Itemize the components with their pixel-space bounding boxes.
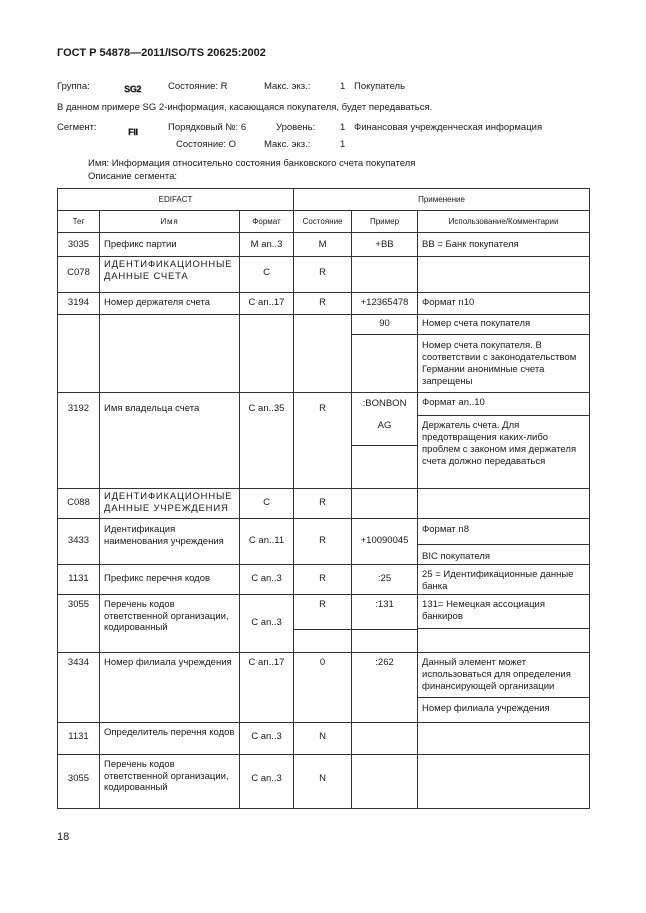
table-row <box>58 723 590 755</box>
cell-status: M <box>294 233 352 257</box>
cell-status: R <box>294 489 352 519</box>
comment-line-1: Данный элемент может использоваться для определения финансирующей организации <box>422 657 571 692</box>
cell-tag: 3055 <box>58 755 100 809</box>
segment-max-value: 1 <box>340 139 346 150</box>
cell-status: R <box>294 393 352 489</box>
col-header-example: Пример <box>352 211 418 233</box>
cell-divider <box>294 629 351 630</box>
cell-name: ИДЕНТИФИКАЦИОННЫЕ ДАННЫЕ СЧЕТА <box>100 257 240 293</box>
cell-tag: 3434 <box>58 653 100 723</box>
group-status: Состояние: R <box>168 81 228 92</box>
segment-table <box>57 188 590 809</box>
cell-format: C an..3 <box>240 723 294 755</box>
table-row <box>58 565 590 595</box>
cell-format: C an..17 <box>240 653 294 723</box>
segment-code: FII <box>128 127 138 137</box>
cell-example: :25 <box>352 565 418 595</box>
group-label: Группа: <box>57 81 90 92</box>
col-header-tag: Тег <box>58 211 100 233</box>
cell-example: +10090045 <box>352 519 418 565</box>
cell-format: C an..3 <box>240 755 294 809</box>
cell-format: C <box>240 489 294 519</box>
cell-status: 0 <box>294 653 352 723</box>
segment-max-label: Макс. экз.: <box>264 139 311 150</box>
cell-example <box>352 595 418 653</box>
cell-status: R <box>294 257 352 293</box>
cell-comment <box>418 489 590 519</box>
cell-tag: 3433 <box>58 519 100 565</box>
col-header-name: Имя <box>100 211 240 233</box>
comment-line-1: Формат an..10 <box>422 397 485 408</box>
table-row <box>58 393 590 489</box>
comment-line-1: Формат n8 <box>422 524 469 535</box>
cell-format: C <box>240 257 294 293</box>
cell-name: Определитель перечня кодов <box>100 723 240 755</box>
segment-name: Финансовая учрежденческая информация <box>354 122 543 133</box>
cell-status: R <box>294 565 352 595</box>
col-header-comments: Использование/Комментарии <box>418 211 590 233</box>
cell-comment <box>418 723 590 755</box>
usage-header: Применение <box>294 189 590 211</box>
comment-line-2: Номер филиала учреждения <box>418 697 589 715</box>
cell-name <box>100 315 240 393</box>
cell-comment: Номер счета покупателя <box>418 315 590 335</box>
cell-example <box>352 393 418 489</box>
cell-name: Номер держателя счета <box>100 293 240 315</box>
comment-value: 131= Немецкая ассоциация банкиров <box>422 599 545 622</box>
cell-format: C an..3 <box>240 565 294 595</box>
cell-comment <box>418 257 590 293</box>
cell-name: Перечень кодов ответственной организации, кодированный <box>100 755 240 809</box>
name-line: Имя: Информация относительно состояния банковского счета покупателя <box>88 158 416 169</box>
group-code: SG2 <box>124 84 142 94</box>
segment-status: Состояние: O <box>176 139 237 150</box>
status-value: R <box>319 599 326 610</box>
cell-comment: BB = Банк покупателя <box>418 233 590 257</box>
cell-comment <box>418 393 590 489</box>
table-row <box>58 755 590 809</box>
cell-format: M an..3 <box>240 233 294 257</box>
cell-comment <box>418 653 590 723</box>
cell-tag: 3192 <box>58 393 100 489</box>
cell-name: Перечень кодов ответственной организации, кодированный <box>100 595 240 653</box>
cell-format: C an..17 <box>240 293 294 315</box>
cell-example: :262 <box>352 653 418 723</box>
cell-status: R <box>294 293 352 315</box>
cell-name: Идентификация наименования учреждения <box>100 519 240 565</box>
cell-name: ИДЕНТИФИКАЦИОННЫЕ ДАННЫЕ УЧРЕЖДЕНИЯ <box>100 489 240 519</box>
table-row <box>58 519 590 565</box>
table-row <box>58 293 590 315</box>
cell-tag: C088 <box>58 489 100 519</box>
example-line-1: :BONBON <box>362 398 407 409</box>
table-row <box>58 489 590 519</box>
cell-example <box>352 257 418 293</box>
table-row <box>58 653 590 723</box>
cell-tag: 3055 <box>58 595 100 653</box>
segment-level-label: Уровень: <box>276 122 316 133</box>
cell-name: Префикс партии <box>100 233 240 257</box>
cell-status: N <box>294 755 352 809</box>
group-max-value: 1 <box>340 81 346 92</box>
cell-status <box>294 595 352 653</box>
cell-name: Префикс перечня кодов <box>100 565 240 595</box>
col-header-status: Состояние <box>294 211 352 233</box>
example-text: В данном примере SG 2-информация, касающаяся покупателя, будет передаваться. <box>57 102 433 113</box>
cell-tag: 1131 <box>58 723 100 755</box>
cell-divider <box>418 628 589 629</box>
segment-label: Сегмент: <box>57 122 97 133</box>
cell-format: C an..35 <box>240 393 294 489</box>
cell-example: +BB <box>352 233 418 257</box>
page-header-title: ГОСТ Р 54878—2011/ISO/TS 20625:2002 <box>57 47 266 59</box>
cell-comment: 25 = Идентификационные данные банка <box>418 565 590 595</box>
cell-tag: C078 <box>58 257 100 293</box>
cell-name: Имя владельца счета <box>100 393 240 489</box>
edifact-header: EDIFACT <box>58 189 294 211</box>
cell-tag: 3194 <box>58 293 100 315</box>
group-max-label: Макс. экз.: <box>264 81 311 92</box>
cell-status: R <box>294 519 352 565</box>
cell-comment: Формат n10 <box>418 293 590 315</box>
table-row <box>58 257 590 293</box>
table-column-header-row <box>58 211 590 233</box>
cell-format: C an..3 <box>240 595 294 653</box>
cell-tag: 3035 <box>58 233 100 257</box>
table-row <box>58 595 590 653</box>
cell-example <box>352 723 418 755</box>
cell-comment <box>418 755 590 809</box>
cell-tag: 1131 <box>58 565 100 595</box>
cell-example <box>352 489 418 519</box>
example-value: :131 <box>375 599 394 610</box>
description-line: Описание сегмента: <box>88 171 178 182</box>
comment-line-2: Держатель счета. Для предотвращения каких-либо проблем с законом имя держателя счета должно передаваться <box>418 415 589 468</box>
page-number: 18 <box>57 831 70 843</box>
cell-tag <box>58 315 100 393</box>
cell-example <box>352 335 418 393</box>
example-line-2: AG <box>377 419 392 431</box>
cell-format: C an..11 <box>240 519 294 565</box>
cell-comment: Номер счета покупателя. В соответствии с законодательством Германии анонимные счета запрещены <box>418 335 590 393</box>
cell-name: Номер филиала учреждения <box>100 653 240 723</box>
comment-line-2: BIC покупателя <box>418 544 589 563</box>
cell-comment <box>418 519 590 565</box>
group-name: Покупатель <box>354 81 406 92</box>
table-row <box>58 233 590 257</box>
cell-format <box>240 315 294 393</box>
cell-comment <box>418 595 590 653</box>
cell-divider <box>352 629 417 630</box>
cell-example: +12365478 <box>352 293 418 315</box>
col-header-format: Формат <box>240 211 294 233</box>
segment-level-value: 1 <box>340 122 346 133</box>
table-row <box>58 315 590 335</box>
cell-divider <box>352 445 417 446</box>
cell-status <box>294 315 352 393</box>
cell-example: 90 <box>352 315 418 335</box>
cell-example <box>352 755 418 809</box>
table-group-header-row <box>58 189 590 211</box>
cell-status: N <box>294 723 352 755</box>
segment-seq: Порядковый №: 6 <box>168 122 247 133</box>
